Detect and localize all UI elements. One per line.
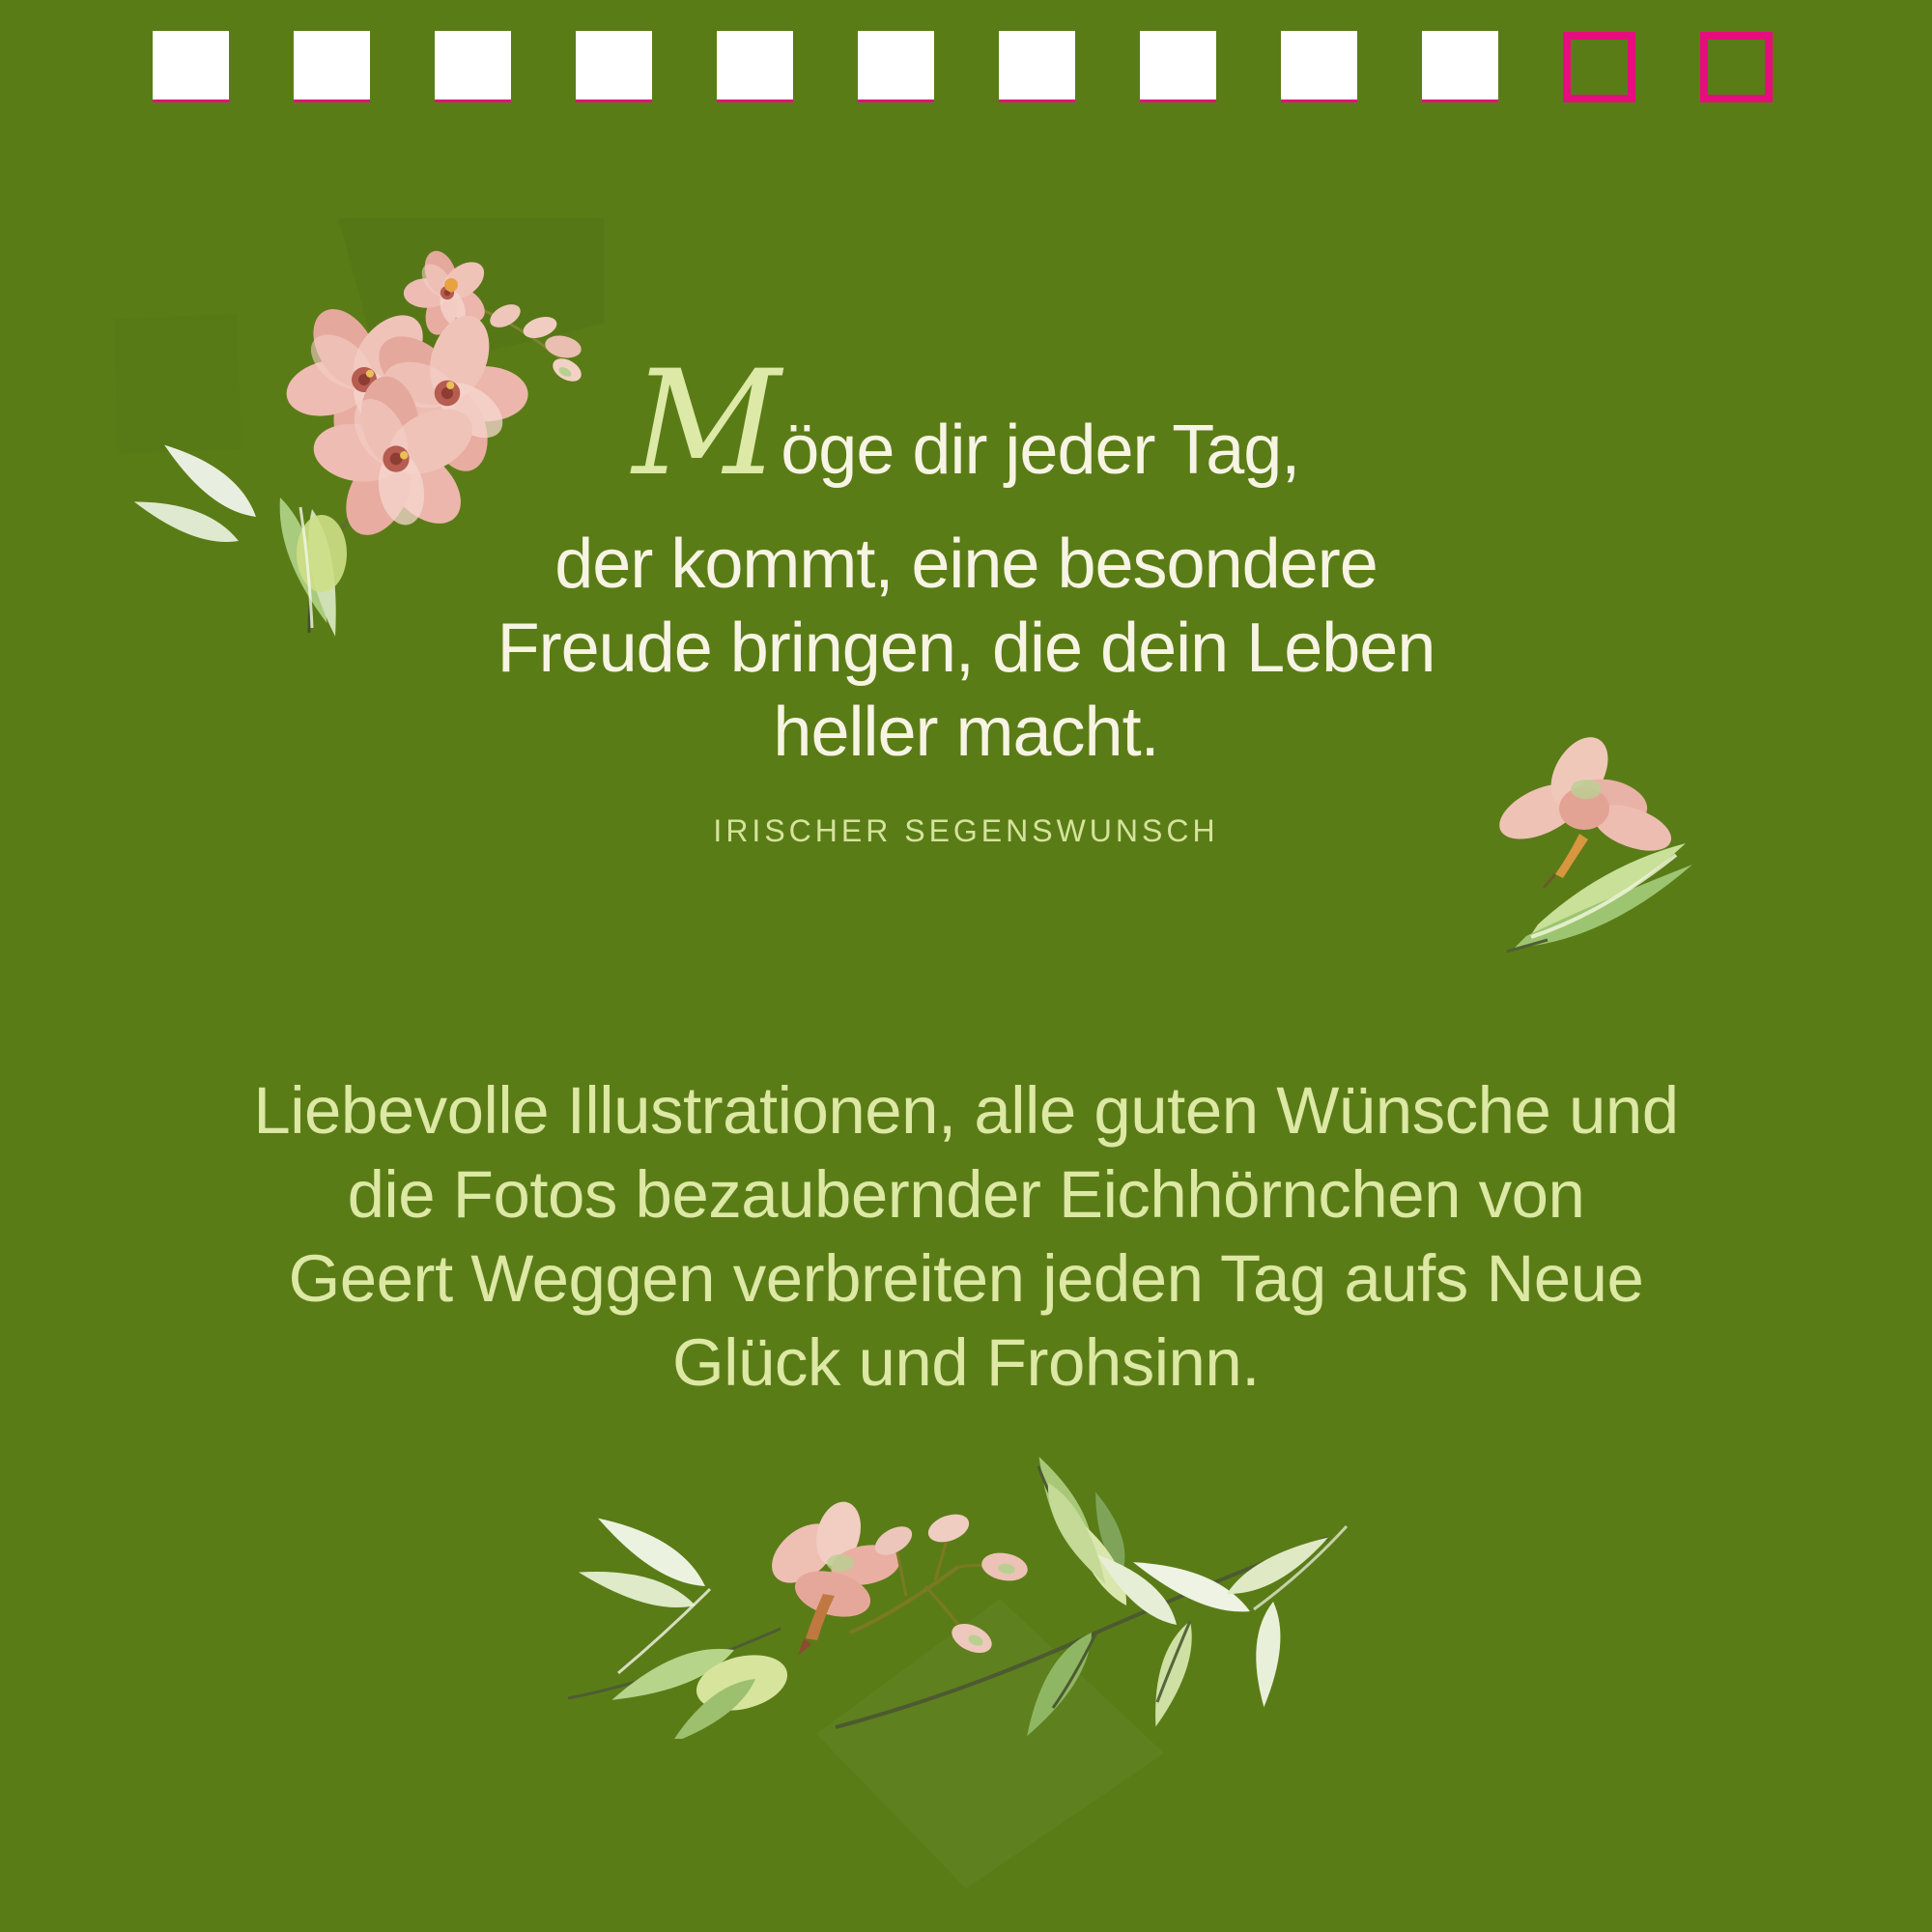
- quote-attribution: IRISCHER SEGENSWUNSCH: [713, 813, 1219, 848]
- binding-row: [153, 31, 1773, 102]
- binding-square-icon: [1140, 31, 1216, 102]
- binding-square-icon: [858, 31, 934, 102]
- quote-line-1: [0, 340, 1932, 523]
- description-line-4: Glück und Frohsinn.: [672, 1325, 1260, 1400]
- flower-illustration-bottom-wreath: [551, 1449, 1381, 1739]
- quote-line-1-text: öge dir jeder Tag,: [781, 412, 1300, 489]
- binding-square-outline-icon: [1563, 32, 1635, 102]
- binding-square-outline-icon: [1700, 32, 1773, 102]
- description-block: [0, 1068, 1932, 1405]
- binding-square-icon: [999, 31, 1075, 102]
- quote-drop-cap: M: [632, 340, 781, 508]
- binding-square-icon: [1281, 31, 1357, 102]
- quote-line-4: heller macht.: [773, 694, 1159, 771]
- quote-block: [0, 340, 1932, 850]
- description-line-2: die Fotos bezaubernder Eichhörnchen von: [347, 1157, 1585, 1232]
- quote-line-3: Freude bringen, die dein Leben: [497, 610, 1435, 687]
- binding-square-icon: [717, 31, 793, 102]
- quote-line-2: der kommt, eine besondere: [554, 526, 1378, 603]
- binding-square-icon: [435, 31, 511, 102]
- description-line-3: Geert Weggen verbreiten jeden Tag aufs Neue: [288, 1241, 1644, 1316]
- description-line-1: Liebevolle Illustrationen, alle guten Wünsche und: [253, 1073, 1679, 1148]
- binding-square-icon: [153, 31, 229, 102]
- binding-square-icon: [294, 31, 370, 102]
- binding-square-icon: [1422, 31, 1498, 102]
- binding-square-icon: [576, 31, 652, 102]
